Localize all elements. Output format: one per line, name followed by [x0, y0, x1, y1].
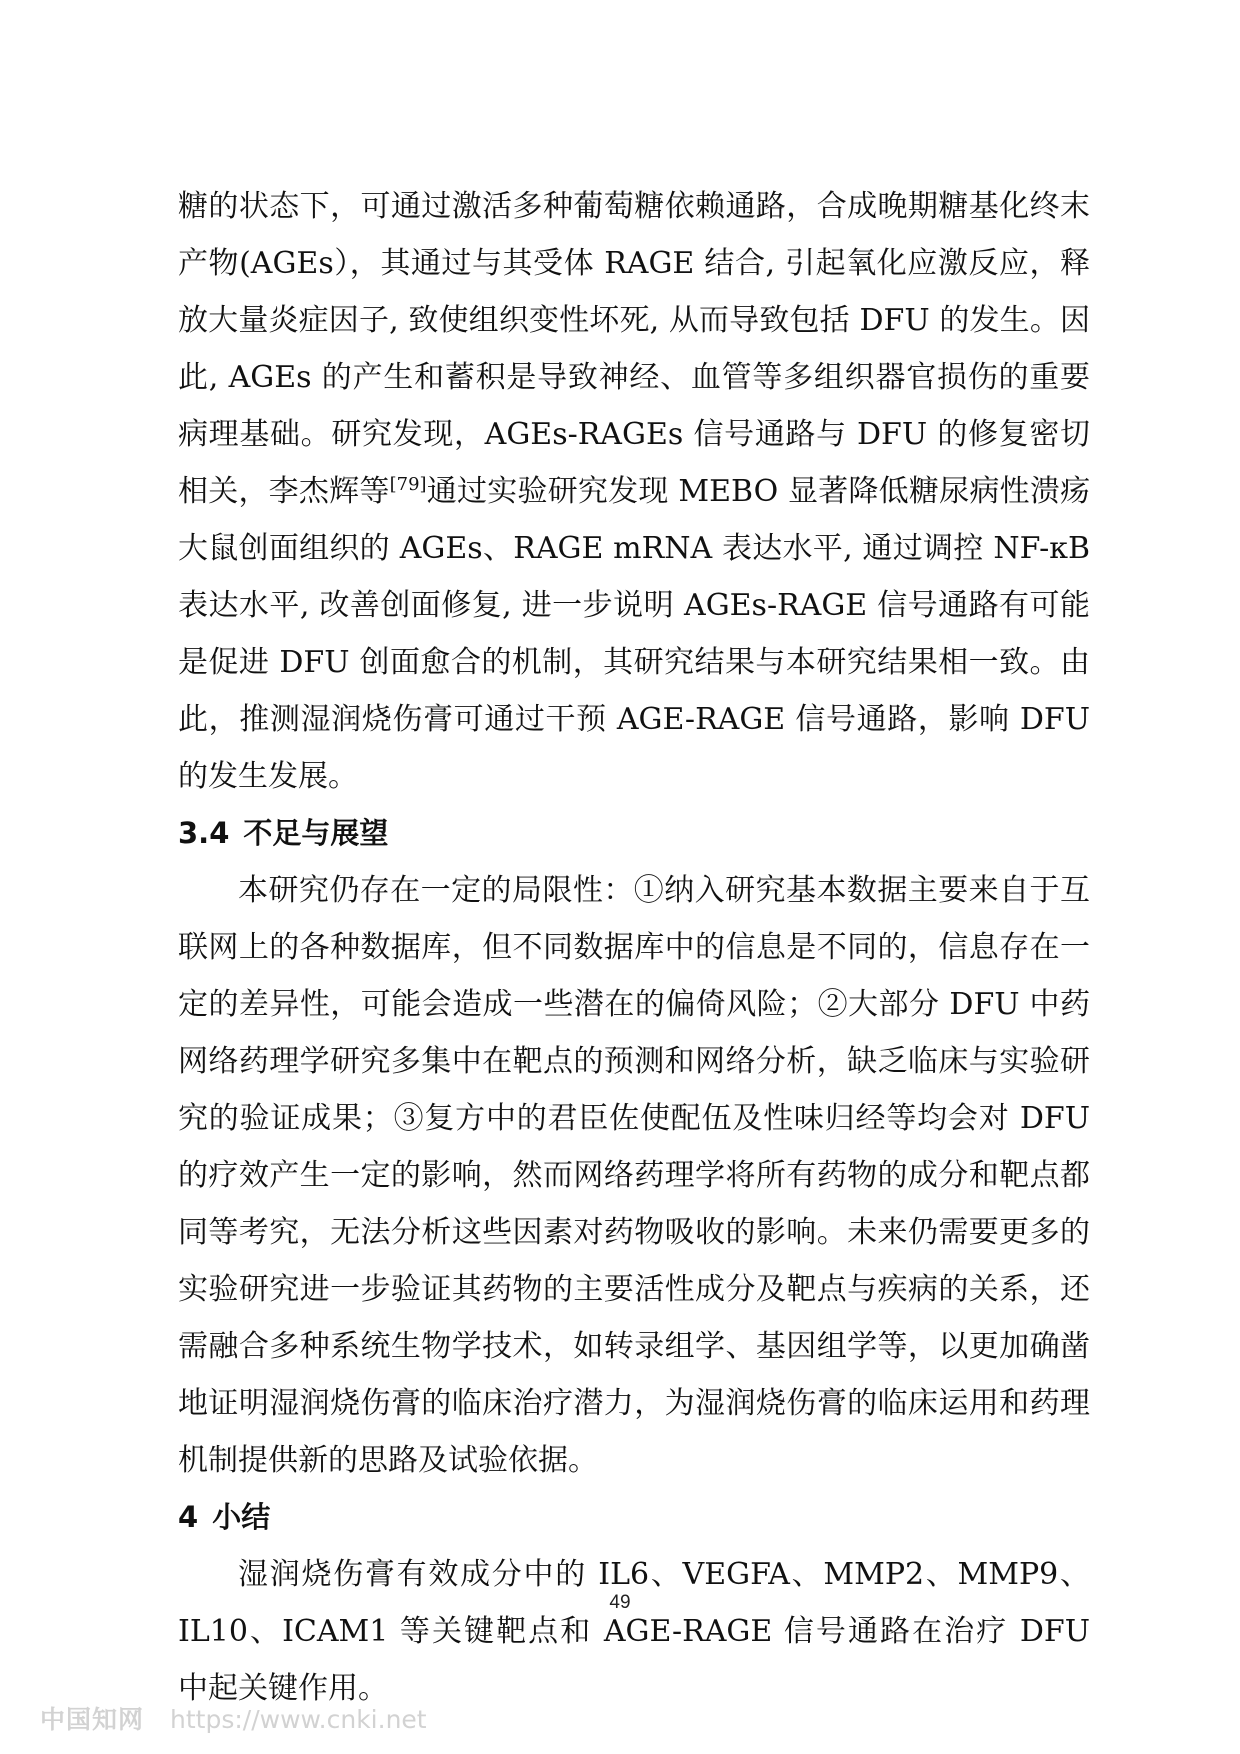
page-body [178, 178, 1090, 1717]
section-heading-3-4 [178, 805, 1090, 862]
paragraph-limitations: 本研究仍存在一定的局限性：①纳入研究基本数据主要来自于互联网上的各种数据库，但不同数据库中的信息是不同的，信息存在一定的差异性，可能会造成一些潜在的偏倚风险；②大部分 DFU 中药网络药理学研究多集中在靶点的预测和网络分析，缺乏临床与实验研究的验证成果；③复方中的君臣佐使配伍及性味归经等均会对 DFU 的疗效产生一定的影响，然而网络药理学将所有药物的成分和靶点都同等考究，无法分析这些因素对药物吸收的影响。未来仍需要更多的实验研究进一步验证其药物的主要活性成分及靶点与疾病的关系，还需融合多种系统生物学技术，如转录组学、基因组学等，以更加确凿地证明湿润烧伤膏的临床治疗潜力，为湿润烧伤膏的临床运用和药理机制提供新的思路及试验依据。 [178, 873, 1090, 1478]
paragraph-summary: 湿润烧伤膏有效成分中的 IL6、VEGFA、MMP2、MMP9、IL10、ICAM1 等关键靶点和 AGE-RAGE 信号通路在治疗 DFU 中起关键作用。 [178, 1557, 1090, 1706]
paragraph-text: 糖的状态下，可通过激活多种葡萄糖依赖通路，合成晚期糖基化终末产物(AGEs），其通过与其受体 RAGE 结合, 引起氧化应激反应，释放大量炎症因子, 致使组织变性坏死, 从而导致包括 DFU 的发生。因此, AGEs 的产生和蓄积是导致神经、血管等多组织器官损伤的重要病理基础。研究发现，AGEs-RAGEs 信号通路与 DFU 的修复密切相关，李杰辉等 [178, 189, 1090, 509]
citation-reference[interactable]: [79] [389, 474, 427, 495]
paragraph-ages-rage [178, 178, 1090, 805]
page-number: 49 [609, 1592, 631, 1613]
watermark-brand: 中国知网 [40, 1705, 145, 1734]
cnki-watermark [40, 1700, 427, 1736]
section-number: 3.4 [178, 816, 230, 850]
watermark-url: https://www.cnki.net [170, 1705, 427, 1734]
section-number: 4 [178, 1500, 199, 1534]
section-title: 不足与展望 [243, 816, 389, 850]
section-heading-4 [178, 1489, 1090, 1546]
section-title: 小结 [212, 1500, 271, 1534]
paragraph-text: 通过实验研究发现 MEBO 显著降低糖尿病性溃疡大鼠创面组织的 AGEs、RAGE mRNA 表达水平, 通过调控 NF-κB 表达水平, 改善创面修复, 进一步说明 AGEs-RAGE 信号通路有可能是促进 DFU 创面愈合的机制，其研究结果与本研究结果相一致。由此，推测湿润烧伤膏可通过干预 AGE-RAGE 信号通路，影响 DFU 的发生发展。 [178, 474, 1091, 794]
